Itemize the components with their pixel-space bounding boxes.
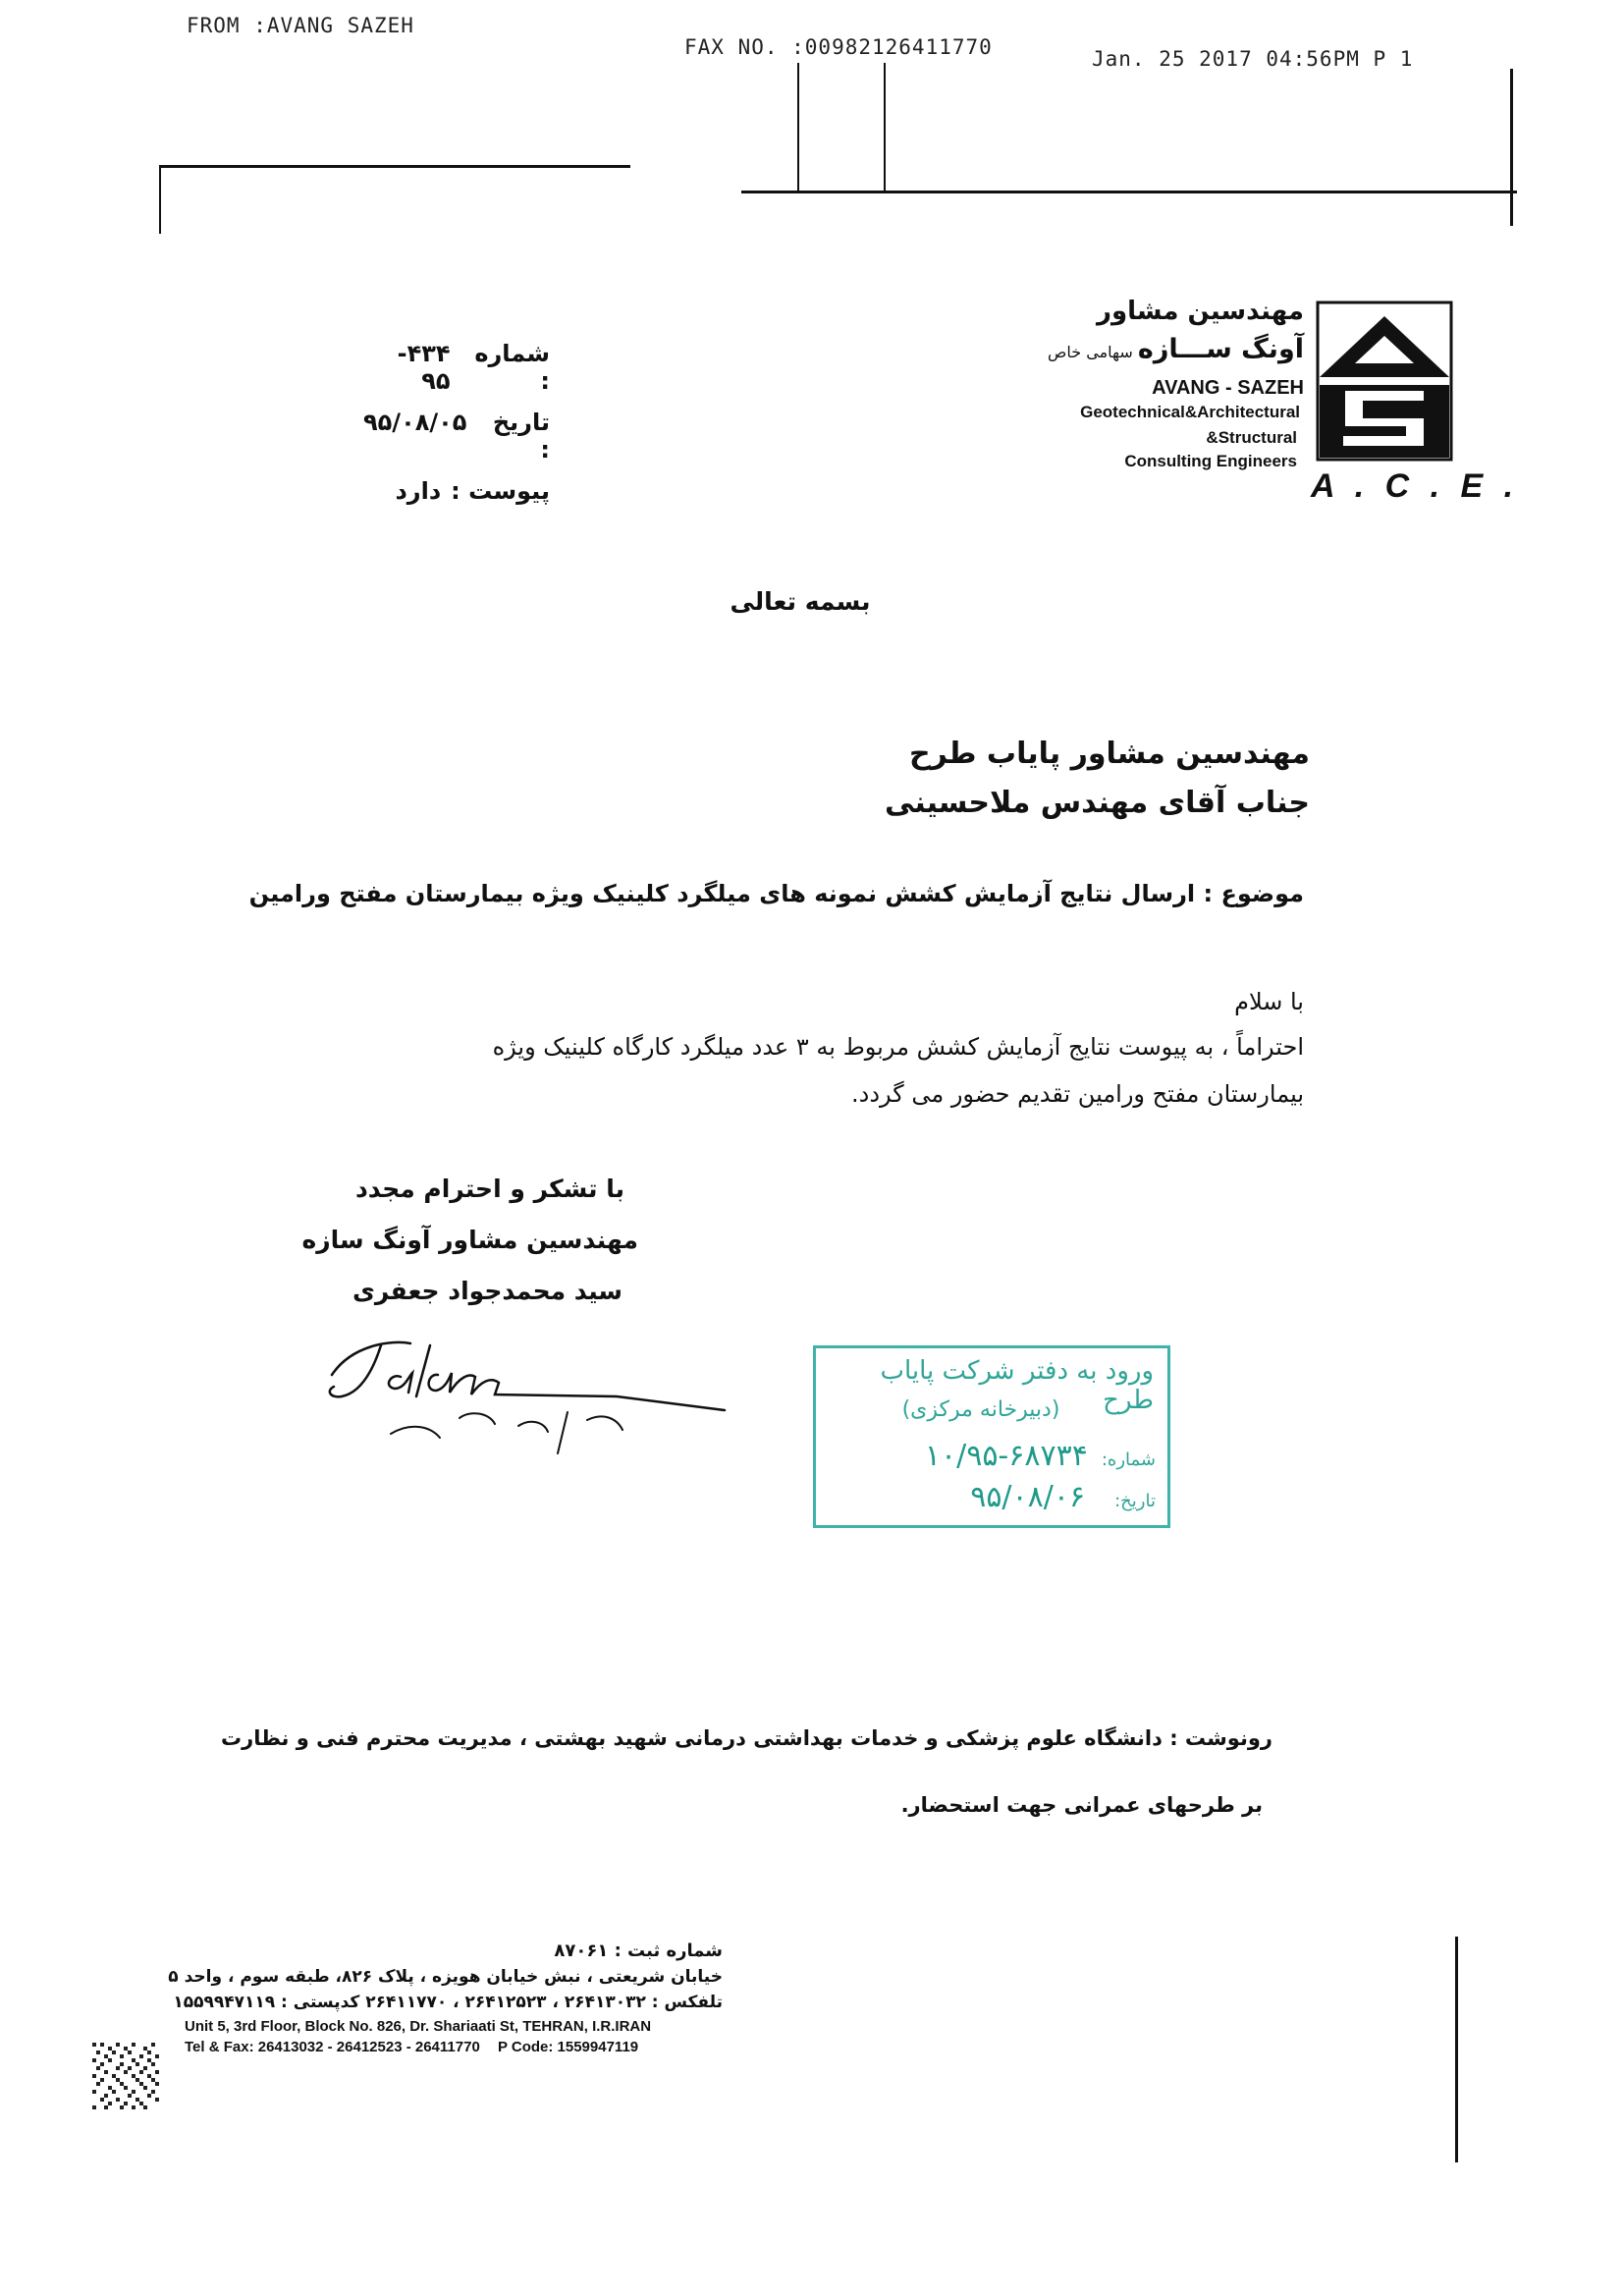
cc-line1: رونوشت : دانشگاه علوم پزشکی و خدمات بهداشتی درمانی شهید بهشتی ، مدیریت محترم فنی و نظارت — [221, 1726, 1272, 1750]
stamp-number — [822, 1439, 1156, 1473]
firm-name-en: AVANG - SAZEH — [1152, 377, 1304, 399]
stamp-date-label: تاریخ: — [1114, 1491, 1156, 1511]
letter-number-label: شماره : — [474, 340, 550, 395]
body-paragraph-line1: احتراماً ، به پیوست نتایج آزمایش کشش مربوط به ۳ عدد میلگرد کارگاه کلینیک ویژه — [492, 1033, 1304, 1061]
signer-name: سید محمدجواد جعفری — [352, 1277, 623, 1305]
footer-address — [94, 1941, 723, 2055]
stamp-number-value: ۱۰/۹۵-۶۸۷۳۴ — [924, 1439, 1088, 1473]
fax-number: FAX NO. :00982126411770 — [684, 35, 993, 59]
greeting: با سلام — [1234, 988, 1304, 1015]
receipt-stamp — [813, 1345, 1170, 1528]
fax-tick-3 — [1510, 69, 1513, 226]
fax-rule-left — [159, 165, 630, 168]
letter-number-value: ۴۳۴- ۹۵ — [397, 340, 451, 395]
letter-number — [363, 340, 550, 395]
stamp-subtitle: (دبیرخانه مرکزی) — [901, 1397, 1060, 1422]
invocation: بسمه تعالی — [730, 587, 871, 616]
footer-phones-en-row — [185, 2039, 723, 2055]
firm-initials: A . C . E . — [1311, 467, 1520, 505]
footer-address-fa: خیابان شریعتی ، نبش خیابان هویزه ، پلاک ۸۲۶، طبقه سوم ، واحد ۵ — [168, 1967, 723, 1987]
cc-line2: بر طرحهای عمرانی جهت استحضار. — [900, 1793, 1263, 1817]
firm-name-fa-line1: مهندسین مشاور — [1097, 297, 1304, 326]
letter-date-value: ۹۵/۰۸/۰۵ — [363, 409, 467, 436]
recipient-person: جناب آقای مهندس ملاحسینی — [885, 786, 1310, 820]
fax-from: FROM :AVANG SAZEH — [187, 14, 414, 37]
footer-address-en: Unit 5, 3rd Floor, Block No. 826, Dr. Shariaati St, TEHRAN, I.R.IRAN — [185, 2018, 652, 2035]
subject-line: موضوع : ارسال نتایج آزمایش کشش نمونه های میلگرد کلینیک ویژه بیمارستان مفتح ورامین — [248, 880, 1304, 907]
fax-rule-right — [741, 191, 1517, 193]
firm-desc-en-3: Consulting Engineers — [1124, 452, 1297, 470]
letter-meta — [363, 340, 550, 505]
closing-line2: مهندسین مشاور آونگ سازه — [301, 1226, 638, 1254]
footer-phones-fa: تلفکس : ۲۶۴۱۳۰۳۲ ، ۲۶۴۱۲۵۲۳ ، ۲۶۴۱۱۷۷۰ کدپستی : ۱۵۵۹۹۴۷۱۱۹ — [173, 1993, 723, 2012]
letter-attachment — [363, 477, 550, 505]
letter-attachment-label: پیوست : — [451, 477, 550, 505]
fax-tick-2 — [884, 63, 886, 191]
footer-phones-en: Tel & Fax: 26413032 - 26412523 - 26411770 — [185, 2039, 480, 2055]
letter-date — [363, 409, 550, 464]
stamp-date — [822, 1480, 1156, 1514]
firm-type-fa: سهامی خاص — [1048, 343, 1133, 361]
fax-tick-4 — [159, 165, 161, 234]
stamp-date-value: ۹۵/۰۸/۰۶ — [970, 1480, 1086, 1514]
letter-attachment-value: دارد — [395, 477, 442, 505]
firm-desc-en-1: Geotechnical&Architectural — [1080, 403, 1300, 421]
signature-mark — [322, 1316, 734, 1463]
recipient-firm: مهندسین مشاور پایاب طرح — [908, 737, 1310, 771]
closing-line1: با تشکر و احترام مجدد — [354, 1175, 624, 1203]
stamp-number-label: شماره: — [1101, 1449, 1156, 1470]
footer-registration: شماره ثبت : ۸۷۰۶۱ — [554, 1941, 723, 1961]
company-logo — [1316, 301, 1453, 462]
firm-name-fa: آونگ ســـازه — [1137, 334, 1304, 364]
right-margin-line — [1455, 1937, 1458, 2162]
footer-postcode-en: P Code: 1559947119 — [497, 2039, 639, 2055]
firm-desc-en-2: &Structural — [1206, 428, 1297, 447]
qr-code — [92, 2043, 159, 2109]
body-paragraph-line2: بیمارستان مفتح ورامین تقدیم حضور می گردد. — [851, 1080, 1304, 1108]
fax-tick-1 — [797, 63, 799, 191]
letter-date-label: تاریخ : — [492, 409, 550, 464]
stamp-title: ورود به دفتر شرکت پایاب طرح — [880, 1356, 1154, 1415]
firm-name-fa-line2 — [970, 334, 1304, 364]
fax-datetime: Jan. 25 2017 04:56PM P 1 — [1092, 47, 1414, 71]
